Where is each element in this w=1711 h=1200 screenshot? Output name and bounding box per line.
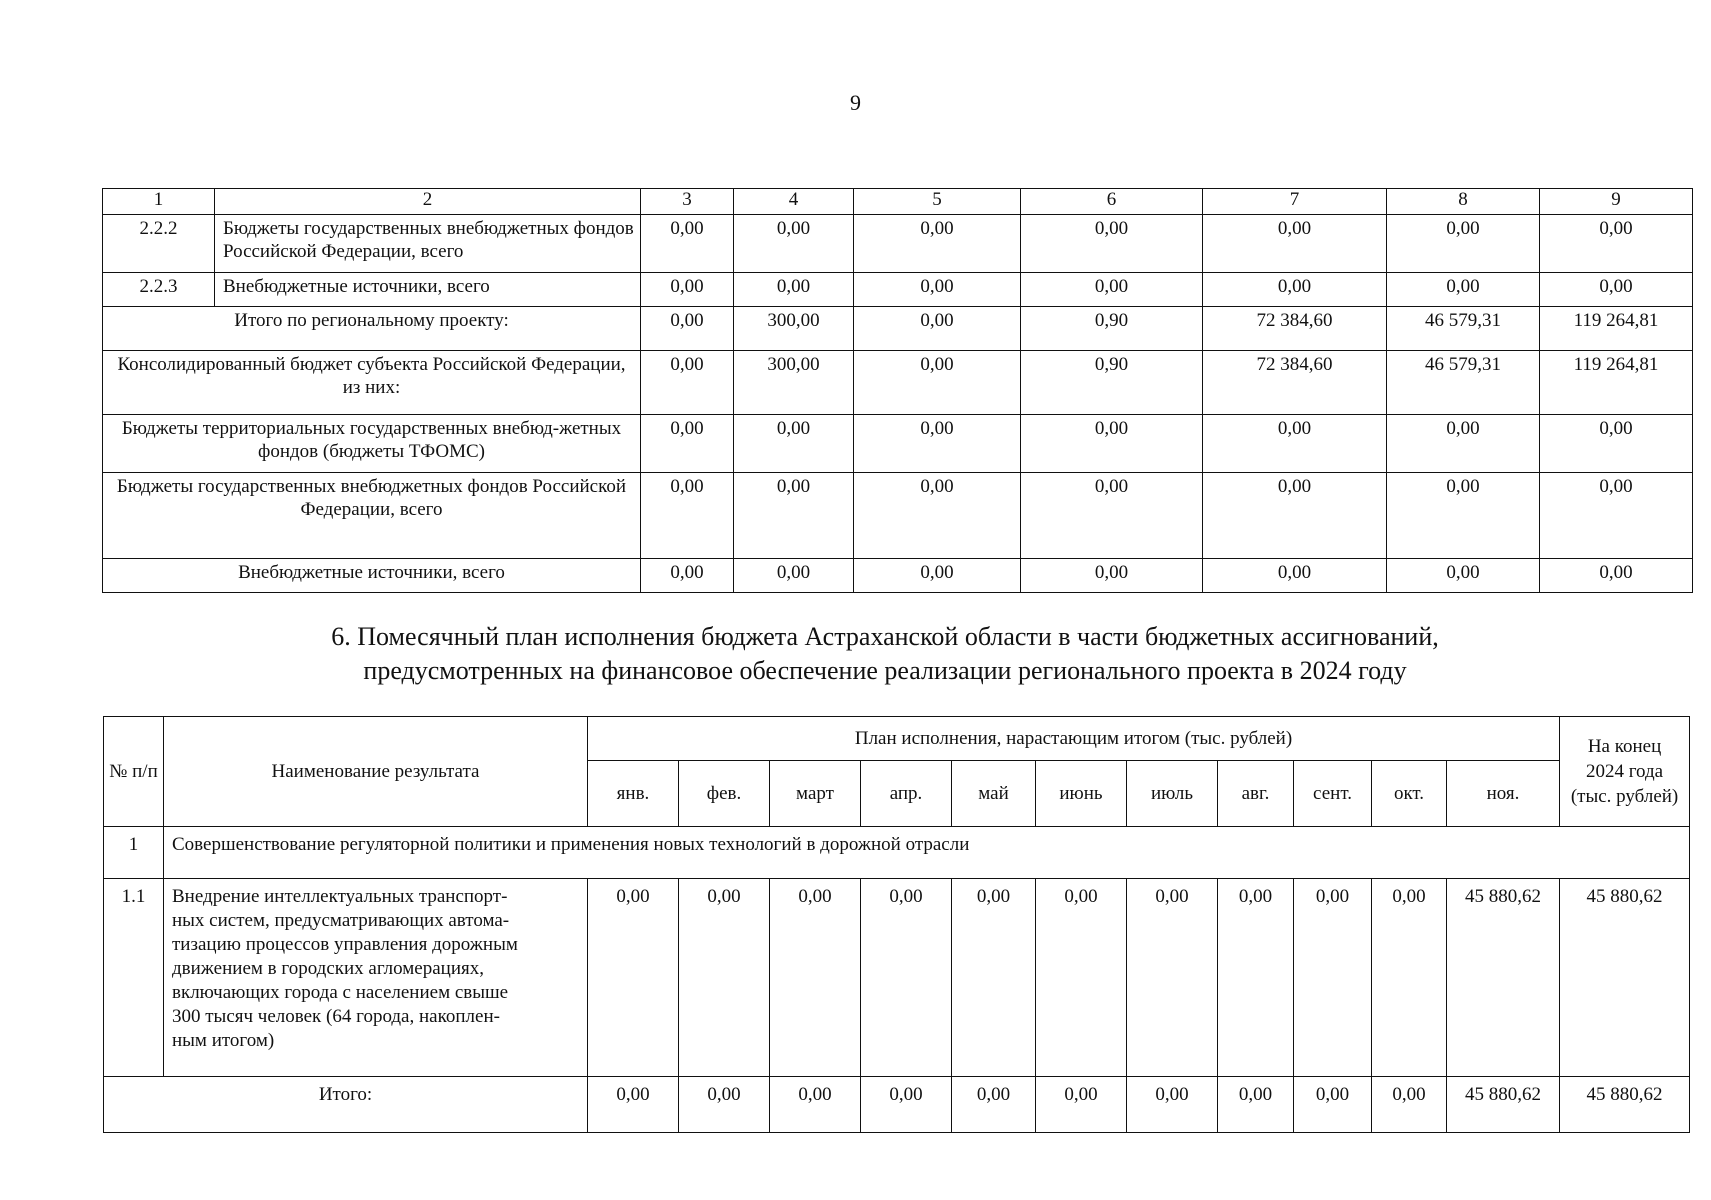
row-label: Бюджеты государственных внебюджетных фондов Российской Федерации, всего	[103, 473, 641, 559]
result-name-line: включающих города с населением свыше	[172, 982, 509, 1003]
month-header: ноя.	[1447, 761, 1560, 827]
cell-value: 0,00	[1218, 1077, 1294, 1133]
group-name: Совершенствование регуляторной политики и применения новых технологий в дорожной отрасли	[164, 827, 1690, 879]
column-number: 2	[215, 189, 641, 215]
cell-value: 0,00	[1036, 1077, 1127, 1133]
cell-value: 45 880,62	[1560, 879, 1690, 1077]
month-header: май	[952, 761, 1036, 827]
cell-value: 0,00	[641, 473, 734, 559]
cell-value: 0,00	[861, 1077, 952, 1133]
cell-value: 0,00	[854, 307, 1021, 351]
column-header-number: № п/п	[104, 717, 164, 827]
cell-value: 0,90	[1021, 351, 1203, 415]
cell-value: 45 880,62	[1560, 1077, 1690, 1133]
cell-value: 0,00	[1218, 879, 1294, 1077]
cell-value: 0,00	[1021, 559, 1203, 593]
result-name-line: движением в городских агломерациях,	[172, 958, 484, 979]
cell-value: 0,00	[854, 473, 1021, 559]
month-header: окт.	[1372, 761, 1447, 827]
month-header: июль	[1127, 761, 1218, 827]
cell-value: 0,00	[641, 215, 734, 273]
cell-value: 0,00	[770, 879, 861, 1077]
section-title	[0, 620, 1711, 688]
row-name: Бюджеты государственных внебюджетных фондов Российской Федерации, всего	[215, 215, 641, 273]
cell-value: 0,00	[588, 1077, 679, 1133]
cell-value: 0,00	[1203, 273, 1387, 307]
section-title-line: предусмотренных на финансовое обеспечение реализации регионального проекта в 2024 году	[363, 656, 1407, 685]
cell-value: 119 264,81	[1540, 307, 1693, 351]
row-number: 1.1	[104, 879, 164, 1077]
column-number: 3	[641, 189, 734, 215]
cell-value: 0,00	[854, 215, 1021, 273]
cell-value: 0,00	[1540, 273, 1693, 307]
column-header-name: Наименование результата	[164, 717, 588, 827]
cell-value: 0,00	[679, 1077, 770, 1133]
cell-value: 0,00	[1021, 415, 1203, 473]
column-number: 8	[1387, 189, 1540, 215]
cell-value: 0,00	[641, 415, 734, 473]
row-label: Консолидированный бюджет субъекта Российской Федерации, из них:	[103, 351, 641, 415]
cell-value: 0,00	[854, 351, 1021, 415]
cell-value: 45 880,62	[1447, 1077, 1560, 1133]
cell-value: 0,00	[861, 879, 952, 1077]
cell-value: 0,00	[1127, 1077, 1218, 1133]
cell-value: 0,00	[734, 473, 854, 559]
cell-value: 0,00	[1540, 215, 1693, 273]
cell-value: 119 264,81	[1540, 351, 1693, 415]
cell-value: 0,00	[588, 879, 679, 1077]
column-header-year-end	[1560, 717, 1690, 827]
column-number: 1	[103, 189, 215, 215]
cell-value: 0,00	[641, 559, 734, 593]
financing-table	[102, 188, 1693, 593]
cell-value: 0,00	[854, 273, 1021, 307]
year-end-header-line: 2024 года	[1585, 761, 1664, 782]
cell-value: 0,00	[1294, 879, 1372, 1077]
cell-value: 0,00	[734, 415, 854, 473]
cell-value: 0,00	[679, 879, 770, 1077]
cell-value: 0,00	[1372, 1077, 1447, 1133]
result-name-line: тизацию процессов управления дорожным	[172, 934, 518, 955]
table-header-row	[103, 189, 1693, 215]
cell-value: 0,00	[1387, 415, 1540, 473]
result-name	[164, 879, 588, 1077]
total-label: Итого:	[104, 1077, 588, 1133]
plan-header: План исполнения, нарастающим итогом (тыс. рублей)	[588, 717, 1560, 761]
table-row	[103, 273, 1693, 307]
summary-row	[103, 307, 1693, 351]
cell-value: 46 579,31	[1387, 351, 1540, 415]
cell-value: 0,00	[641, 273, 734, 307]
cell-value: 0,00	[1540, 473, 1693, 559]
table-row	[104, 879, 1690, 1077]
cell-value: 0,90	[1021, 307, 1203, 351]
column-number: 6	[1021, 189, 1203, 215]
cell-value: 300,00	[734, 351, 854, 415]
cell-value: 0,00	[734, 273, 854, 307]
month-header: сент.	[1294, 761, 1372, 827]
cell-value: 0,00	[854, 415, 1021, 473]
month-header: март	[770, 761, 861, 827]
cell-value: 0,00	[1372, 879, 1447, 1077]
column-number: 5	[854, 189, 1021, 215]
cell-value: 46 579,31	[1387, 307, 1540, 351]
cell-value: 0,00	[952, 1077, 1036, 1133]
cell-value: 0,00	[734, 559, 854, 593]
column-number: 4	[734, 189, 854, 215]
month-header: авг.	[1218, 761, 1294, 827]
cell-value: 0,00	[1387, 559, 1540, 593]
cell-value: 0,00	[1203, 215, 1387, 273]
cell-value: 0,00	[1203, 473, 1387, 559]
result-name-line: Внедрение интеллектуальных транспорт-	[172, 886, 508, 907]
column-number: 9	[1540, 189, 1693, 215]
result-name-line: ным итогом)	[172, 1030, 275, 1051]
summary-row	[103, 351, 1693, 415]
result-name-line: 300 тысяч человек (64 города, накоплен-	[172, 1006, 500, 1027]
row-name: Внебюджетные источники, всего	[215, 273, 641, 307]
cell-value: 72 384,60	[1203, 351, 1387, 415]
cell-value: 0,00	[1387, 473, 1540, 559]
cell-value: 0,00	[734, 215, 854, 273]
row-label: Итого по региональному проекту:	[103, 307, 641, 351]
cell-value: 0,00	[1387, 273, 1540, 307]
cell-value: 0,00	[854, 559, 1021, 593]
cell-value: 0,00	[641, 351, 734, 415]
year-end-header-line: На конец	[1587, 736, 1662, 757]
cell-value: 0,00	[1387, 215, 1540, 273]
group-row	[104, 827, 1690, 879]
cell-value: 0,00	[952, 879, 1036, 1077]
section-title-line: 6. Помесячный план исполнения бюджета Астраханской области в части бюджетных ассигнований,	[331, 622, 1439, 651]
cell-value: 0,00	[1540, 559, 1693, 593]
cell-value: 0,00	[641, 307, 734, 351]
row-code: 2.2.2	[103, 215, 215, 273]
result-name-line: ных систем, предусматривающих автома-	[172, 910, 510, 931]
row-code: 2.2.3	[103, 273, 215, 307]
month-header: янв.	[588, 761, 679, 827]
row-label: Внебюджетные источники, всего	[103, 559, 641, 593]
cell-value: 0,00	[1203, 559, 1387, 593]
summary-row	[103, 473, 1693, 559]
year-end-header-line: (тыс. рублей)	[1570, 786, 1679, 807]
cell-value: 0,00	[1021, 473, 1203, 559]
cell-value: 45 880,62	[1447, 879, 1560, 1077]
table-row	[103, 215, 1693, 273]
column-number: 7	[1203, 189, 1387, 215]
row-label: Бюджеты территориальных государственных внебюд-жетных фондов (бюджеты ТФОМС)	[103, 415, 641, 473]
cell-value: 72 384,60	[1203, 307, 1387, 351]
cell-value: 0,00	[1127, 879, 1218, 1077]
month-header: фев.	[679, 761, 770, 827]
cell-value: 300,00	[734, 307, 854, 351]
cell-value: 0,00	[1294, 1077, 1372, 1133]
cell-value: 0,00	[1021, 215, 1203, 273]
cell-value: 0,00	[1540, 415, 1693, 473]
summary-row	[103, 559, 1693, 593]
table-header-row	[104, 717, 1690, 761]
cell-value: 0,00	[1021, 273, 1203, 307]
monthly-plan-table	[103, 716, 1690, 1133]
cell-value: 0,00	[1203, 415, 1387, 473]
cell-value: 0,00	[1036, 879, 1127, 1077]
page-number: 9	[850, 90, 861, 115]
total-row	[104, 1077, 1690, 1133]
month-header: июнь	[1036, 761, 1127, 827]
month-header: апр.	[861, 761, 952, 827]
cell-value: 0,00	[770, 1077, 861, 1133]
row-number: 1	[104, 827, 164, 879]
summary-row	[103, 415, 1693, 473]
